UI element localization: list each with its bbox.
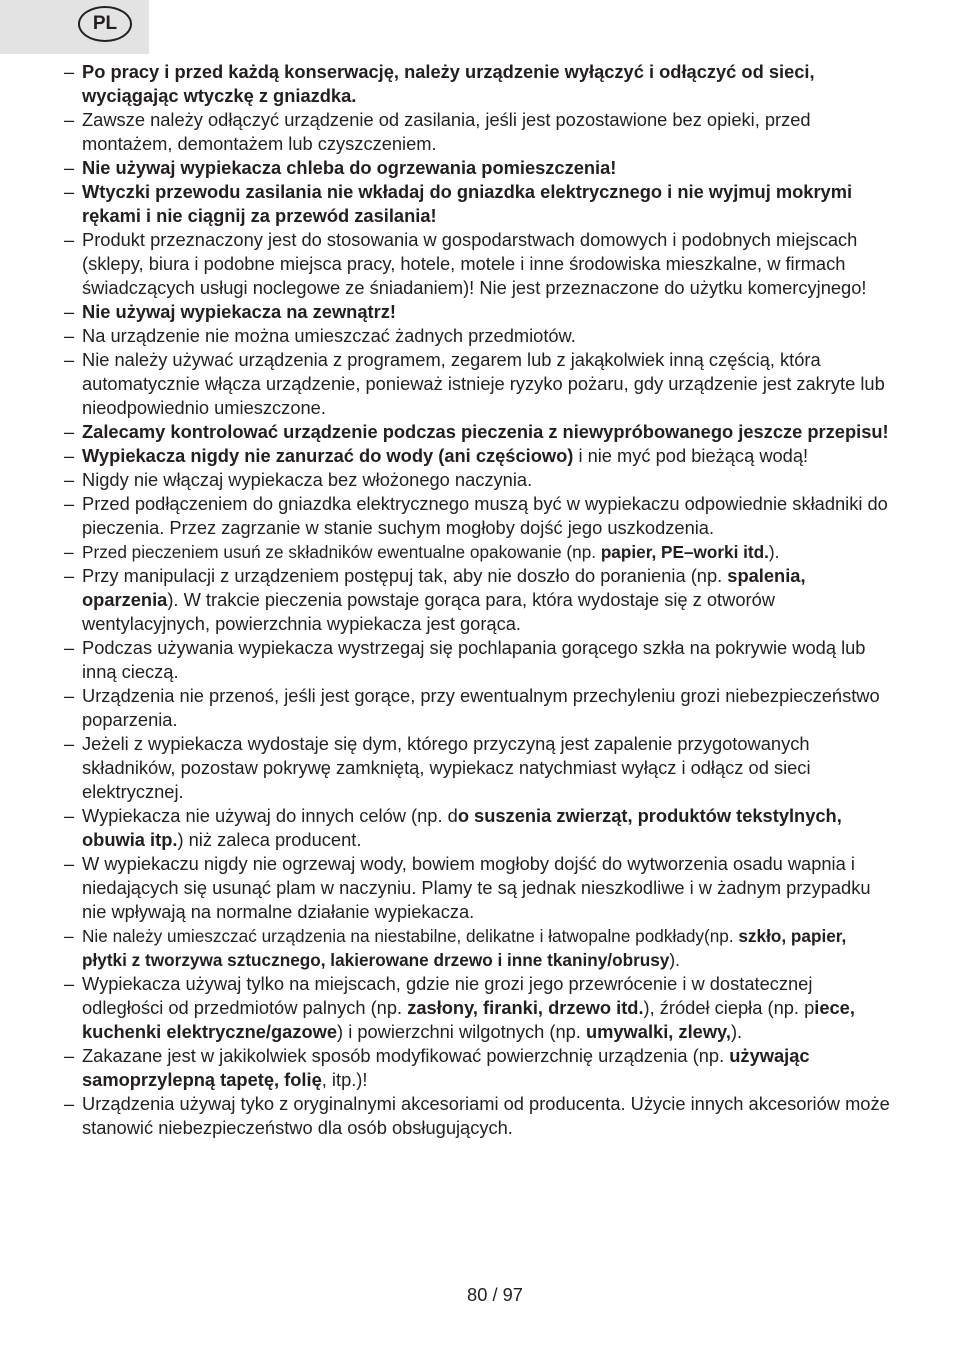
item-text: ) i powierzchni wilgotnych (np. xyxy=(337,1021,586,1042)
bullet-dash: – xyxy=(64,805,75,826)
item-text: ). xyxy=(730,1021,743,1042)
item-text: W wypiekaczu nigdy nie ogrzewaj wody, bowiem mogłoby dojść do wytworzenia osadu wapnia i niedających się usunąć plam w naczyniu. Plamy te są jednak nieszkodliwe i w żadnym przypadku nie wpływają na normalne działanie wypiekacza. xyxy=(82,853,871,922)
bullet-dash: – xyxy=(64,1093,75,1114)
bullet-dash: – xyxy=(64,421,75,442)
bold-text: umywalki, zlewy, xyxy=(585,1021,731,1042)
bold-text: Po pracy i przed każdą konserwację, należy urządzenie wyłączyć i odłączyć od sieci, wyciągając wtyczkę z gniazdka. xyxy=(82,61,815,106)
list-item xyxy=(62,972,894,1044)
bold-text: spalenia, oparzenia xyxy=(82,565,806,610)
item-text: Produkt przeznaczony jest do stosowania w gospodarstwach domowych i podobnych miejscach (sklepy, biura i podobne miejsca pracy, hotele, motele i inne środowiska mieszkalne, w firmach świadczących usługi noclegowe ze śniadaniem)! Nie jest przeznaczone do użytku komercyjnego! xyxy=(82,229,867,298)
list-item xyxy=(62,564,894,636)
bullet-dash: – xyxy=(64,469,75,490)
list-item xyxy=(62,684,894,732)
bold-text: Nie używaj wypiekacza chleba do ogrzewania pomieszczenia! xyxy=(82,157,617,178)
list-item xyxy=(62,1092,894,1140)
bold-text: używając samoprzylepną tapetę, folię xyxy=(82,1045,810,1090)
item-text: ). W trakcie pieczenia powstaje gorąca para, która wydostaje się z otworów wentylacyjnych, powierzchnia wypiekacza jest gorąca. xyxy=(82,589,775,634)
list-item xyxy=(62,540,894,564)
item-text: Nigdy nie włączaj wypiekacza bez włożonego naczynia. xyxy=(82,469,533,490)
list-item xyxy=(62,420,894,444)
item-text: Na urządzenie nie można umieszczać żadnych przedmiotów. xyxy=(82,325,576,346)
bullet-dash: – xyxy=(64,493,75,514)
list-item xyxy=(62,636,894,684)
bullet-dash: – xyxy=(64,61,75,82)
bullet-dash: – xyxy=(64,733,75,754)
item-text: Zawsze należy odłączyć urządzenie od zasilania, jeśli jest pozostawione bez opieki, przed montażem, demontażem lub czyszczeniem. xyxy=(82,109,811,154)
bold-text: Zalecamy kontrolować urządzenie podczas pieczenia z niewypróbowanego jeszcze przepisu! xyxy=(82,421,889,442)
list-item xyxy=(62,732,894,804)
bullet-dash: – xyxy=(64,181,75,202)
bullet-dash: – xyxy=(64,542,74,562)
bullet-dash: – xyxy=(64,325,75,346)
list-item xyxy=(62,804,894,852)
item-text: ), źródeł ciepła (np. p xyxy=(643,997,815,1018)
bullet-dash: – xyxy=(64,926,74,946)
list-item xyxy=(62,60,894,108)
list-item xyxy=(62,1044,894,1092)
list-item xyxy=(62,324,894,348)
bold-text: iece, kuchenki elektryczne/gazowe xyxy=(82,997,855,1042)
list-item xyxy=(62,444,894,468)
bold-text: papier, PE–worki itd. xyxy=(600,542,769,562)
list-item xyxy=(62,180,894,228)
list-item xyxy=(62,348,894,420)
bold-text: Nie używaj wypiekacza na zewnątrz! xyxy=(82,301,396,322)
bullet-dash: – xyxy=(64,349,75,370)
list-item xyxy=(62,108,894,156)
bullet-dash: – xyxy=(64,301,75,322)
safety-instructions-list xyxy=(62,60,894,1140)
list-item xyxy=(62,300,894,324)
item-text: Zakazane jest w jakikolwiek sposób modyfikować powierzchnię urządzenia (np. xyxy=(82,1045,730,1066)
item-text: ). xyxy=(669,950,680,970)
bullet-dash: – xyxy=(64,229,75,250)
item-text: Nie należy umieszczać urządzenia na niestabilne, delikatne i łatwopalne podkłady(np. xyxy=(82,926,739,946)
bold-text: Wtyczki przewodu zasilania nie wkładaj do gniazdka elektrycznego i nie wyjmuj mokrymi rękami i nie ciągnij za przewód zasilania! xyxy=(82,181,853,226)
bullet-dash: – xyxy=(64,565,75,586)
item-text: Urządzenia używaj tyko z oryginalnymi akcesoriami od producenta. Użycie innych akcesoriów może stanowić niebezpieczeństwo dla osób obsługujących. xyxy=(82,1093,890,1138)
bullet-dash: – xyxy=(64,445,75,466)
bullet-dash: – xyxy=(64,853,75,874)
bold-text: o suszenia zwierząt, produktów tekstylnych, obuwia itp. xyxy=(82,805,842,850)
language-badge: PL xyxy=(78,6,132,42)
item-text: Wypiekacza nie używaj do innych celów (np. d xyxy=(82,805,458,826)
item-text: ). xyxy=(768,542,780,562)
item-text: , itp.)! xyxy=(321,1069,368,1090)
bullet-dash: – xyxy=(64,685,75,706)
bullet-dash: – xyxy=(64,973,75,994)
item-text: Jeżeli z wypiekacza wydostaje się dym, którego przyczyną jest zapalenie przygotowanych składników, pozostaw pokrywę zamkniętą, wypiekacz natychmiast wyłącz i odłącz od sieci elektrycznej. xyxy=(82,733,811,802)
bullet-dash: – xyxy=(64,157,75,178)
bold-text: zasłony, firanki, drzewo itd. xyxy=(407,997,644,1018)
list-item xyxy=(62,156,894,180)
item-text: ) niż zaleca producent. xyxy=(177,829,362,850)
language-tab xyxy=(0,0,149,54)
item-text: Wypiekacza używaj tylko na miejscach, gdzie nie grozi jego przewrócenie i w dostatecznej odległości od przedmiotów palnych (np. xyxy=(82,973,813,1018)
item-text: i nie myć pod bieżącą wodą! xyxy=(573,445,809,466)
item-text: Podczas używania wypiekacza wystrzegaj się pochlapania gorącego szkła na pokrywie wodą lub inną cieczą. xyxy=(82,637,866,682)
bullet-dash: – xyxy=(64,1045,75,1066)
list-item xyxy=(62,228,894,300)
item-text: Nie należy używać urządzenia z programem, zegarem lub z jakąkolwiek inną częścią, która automatycznie włącza urządzenie, ponieważ istnieje ryzyko pożaru, gdy urządzenie jest zakryte lub nieodpowiednio umieszczone. xyxy=(82,349,885,418)
bullet-dash: – xyxy=(64,109,75,130)
bold-text: Wypiekacza nigdy nie zanurzać do wody (ani częściowo) xyxy=(82,445,574,466)
item-text: Urządzenia nie przenoś, jeśli jest gorące, przy ewentualnym przechyleniu grozi niebezpieczeństwo poparzenia. xyxy=(82,685,880,730)
bold-text: szkło, papier, płytki z tworzywa sztucznego, lakierowane drzewo i inne tkaniny/obrusy xyxy=(82,926,847,970)
list-item xyxy=(62,492,894,540)
list-item xyxy=(62,852,894,924)
page-number: 80 / 97 xyxy=(467,1284,523,1305)
list-item xyxy=(62,924,894,972)
bullet-dash: – xyxy=(64,637,75,658)
item-text: Przy manipulacji z urządzeniem postępuj tak, aby nie doszło do poranienia (np. xyxy=(82,565,728,586)
list-item xyxy=(62,468,894,492)
item-text: Przed pieczeniem usuń ze składników ewentualne opakowanie (np. xyxy=(82,542,601,562)
item-text: Przed podłączeniem do gniazdka elektrycznego muszą być w wypiekaczu odpowiednie składniki do pieczenia. Przez zagrzanie w stanie suchym mogłoby dojść jego uszkodzenia. xyxy=(82,493,888,538)
